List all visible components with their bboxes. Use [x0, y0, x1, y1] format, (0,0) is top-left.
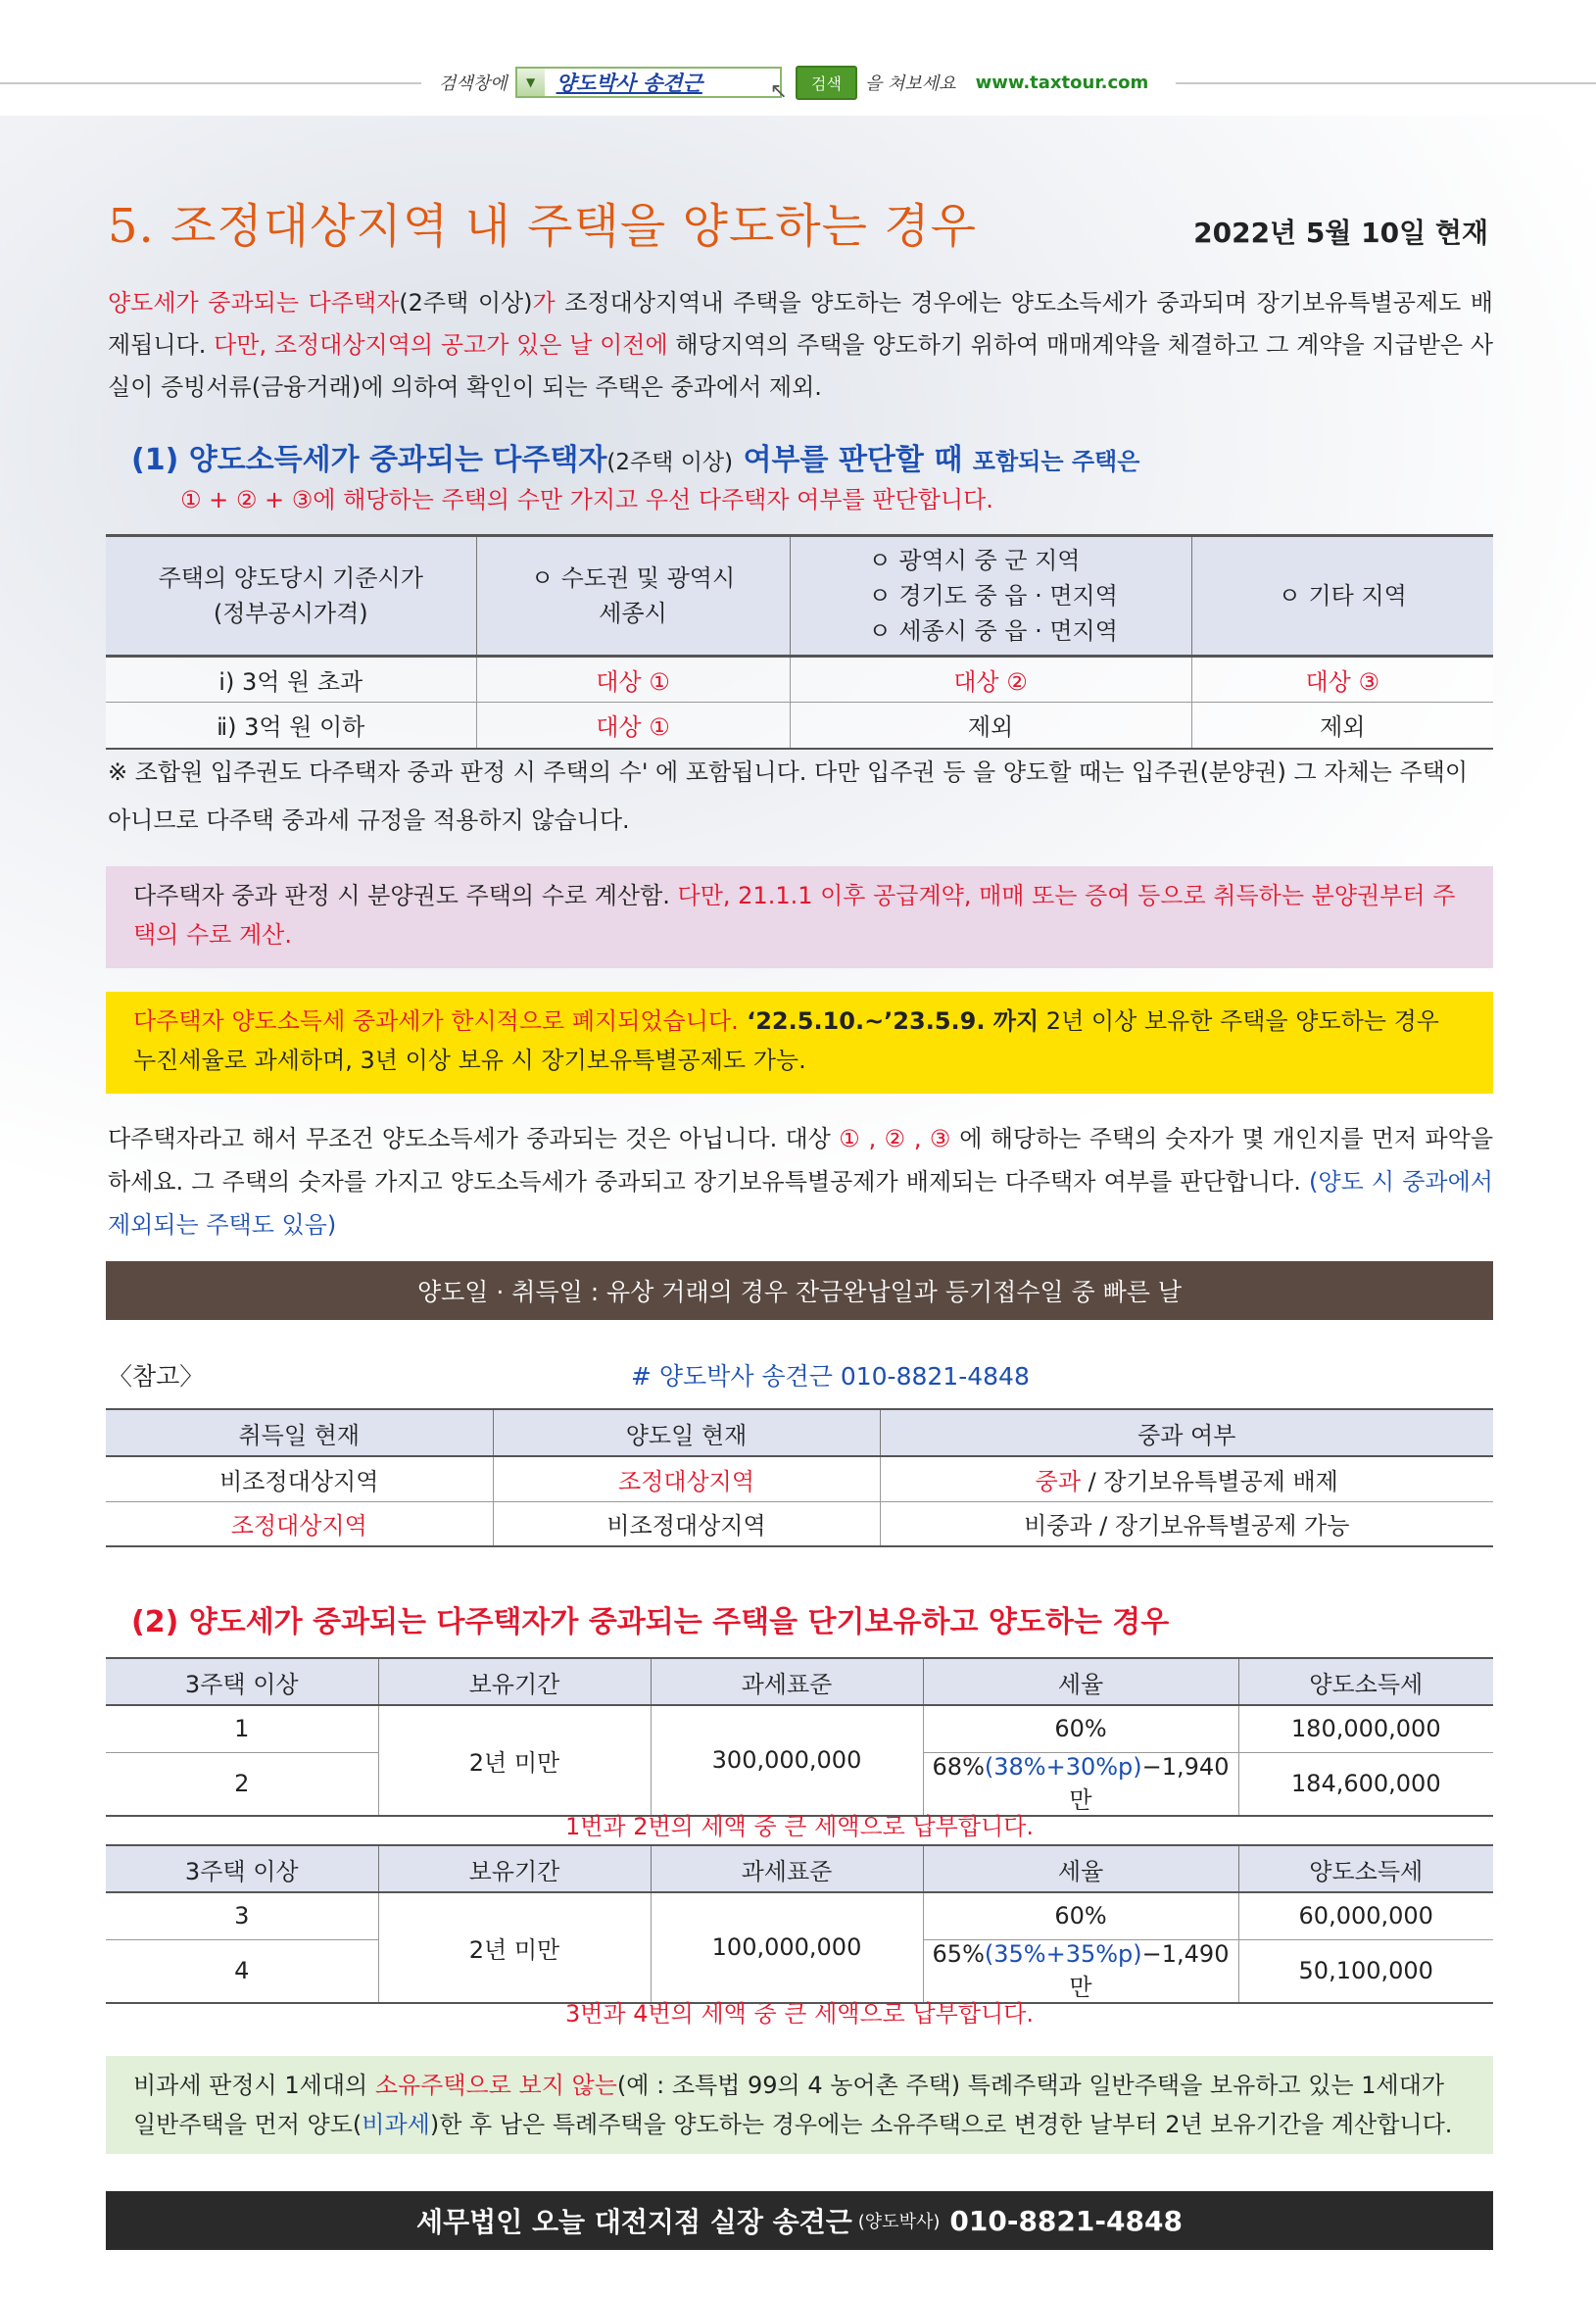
- section1-heading-b: (2주택 이상): [606, 450, 734, 475]
- section1-heading-a: (1) 양도소득세가 중과되는 다주택자: [131, 443, 607, 477]
- reference-contact: # 양도박사 송견근 010-8821-4848: [631, 1362, 1030, 1391]
- rate-value: 65%: [932, 1939, 985, 1968]
- col-header-houses: 3주택 이상: [106, 1845, 378, 1892]
- table-cell: 대상 ①: [476, 657, 790, 703]
- table-cell: 3: [106, 1892, 378, 1939]
- section2-heading: (2) 양도세가 중과되는 다주택자가 중과되는 주택을 단기보유하고 양도하는 경우: [131, 1605, 1170, 1639]
- footer-nickname: (양도박사): [857, 2212, 941, 2232]
- header-search-bar: [0, 61, 1596, 104]
- rate-deduction: −1,940만: [1069, 1752, 1230, 1814]
- table-header-row: [106, 536, 1493, 657]
- green-notice-a: 비과세 판정시 1세대의: [133, 2072, 375, 2099]
- col-header-tax: 양도소득세: [1238, 1658, 1493, 1705]
- table-cell: 2년 미만: [378, 1892, 651, 2003]
- table-cell: 대상 ①: [476, 703, 790, 749]
- table-cell: [923, 1939, 1238, 2003]
- col-header-tax: 양도소득세: [1238, 1845, 1493, 1892]
- surcharge-rest: / 장기보유특별공제 배제: [1081, 1467, 1338, 1495]
- section1-subnote: ① + ② + ③에 해당하는 주택의 수만 가지고 우선 다주택자 여부를 판단합니다.: [180, 486, 993, 513]
- site-link[interactable]: www.taxtour.com: [975, 72, 1149, 93]
- pink-notice-red: 다만, 21.1.1 이후 공급계약, 매매 또는 증여 등으로 취득하는 분양권부터 주택의 수로 계산.: [133, 882, 1456, 949]
- table-cell: 2년 미만: [378, 1705, 651, 1816]
- table-row: [106, 1501, 1493, 1546]
- table-cell: 300,000,000: [651, 1705, 923, 1816]
- table-cell: 184,600,000: [1238, 1752, 1493, 1816]
- rate-value: 68%: [932, 1752, 985, 1781]
- explanation-marks: ① , ② , ③: [839, 1125, 951, 1152]
- footer-office: 세무법인 오늘 대전지점 실장 송견근: [416, 2206, 852, 2238]
- green-notice-red: 소유주택으로 보지 않는: [374, 2072, 617, 2099]
- transfer-date-banner: 양도일 · 취득일 : 유상 거래의 경우 잔금완납일과 등기접수일 중 빠른 날: [106, 1261, 1493, 1320]
- col-header-houses: 3주택 이상: [106, 1658, 378, 1705]
- intro-rest: 조정대상지역내 주택을 양도하는 경우에는 양도소득세가 중과되며 장기보유특별공제도 배제됩니다.: [108, 289, 1493, 359]
- search-button[interactable]: 검색: [796, 66, 857, 100]
- table-row: [106, 657, 1493, 703]
- search-suffix: 을 쳐보세요: [864, 73, 956, 94]
- col-header-other: ㅇ 기타 지역: [1191, 536, 1493, 657]
- section1-heading-d: 포함되는 주택은: [972, 448, 1140, 475]
- table-cell: 1: [106, 1705, 378, 1752]
- table-row: [106, 703, 1493, 749]
- table-a-note: 1번과 2번의 세액 중 큰 세액으로 납부합니다.: [564, 1813, 1035, 1840]
- header-line-left: [0, 82, 421, 84]
- table-cell: 비조정대상지역: [106, 1456, 493, 1501]
- col-header-acquisition: 취득일 현재: [106, 1409, 493, 1456]
- surcharge-word: 중과: [1035, 1467, 1082, 1495]
- explanation-b: 에 해당하는 주택의 숫자가 몇 개인지를 먼저 파악을 하세요. 그 주택의 숫자를 가지고 양도소득세가 중과되고 장기보유특별공제가 배제되는 다주택자 여부를 판단합니다.: [108, 1125, 1493, 1196]
- green-notice-blue: 비과세: [362, 2111, 430, 2138]
- table-header-row: [106, 1845, 1493, 1892]
- col-header-base: 과세표준: [651, 1658, 923, 1705]
- table-row: [106, 1892, 1493, 1939]
- rate-breakdown: (35%+35%p): [984, 1939, 1142, 1968]
- table-cell: 조정대상지역: [106, 1501, 493, 1546]
- intro-red-3: 다만, 조정대상지역의 공고가 있은 날 이전에: [214, 331, 668, 359]
- reference-label: 〈참고〉: [108, 1362, 205, 1391]
- table-cell: [880, 1456, 1493, 1501]
- table-cell: 60,000,000: [1238, 1892, 1493, 1939]
- cursor-icon: ↖: [769, 78, 788, 104]
- intro-red-2: 가: [532, 289, 556, 317]
- table-cell: 60%: [923, 1892, 1238, 1939]
- rate-deduction: −1,490만: [1069, 1939, 1230, 2001]
- green-notice-box: [106, 2056, 1493, 2154]
- intro-end: 해당지역의 주택을 양도하기 위하여 매매계약을 체결하고 그 계약을 지급받은 사실이 증빙서류(금융거래)에 의하여 확인이 되는 주택은 중과에서 제외.: [108, 331, 1493, 401]
- table-cell: 4: [106, 1939, 378, 2003]
- col-header-period: 보유기간: [378, 1845, 651, 1892]
- table-cell: ⅰ) 3억 원 초과: [106, 657, 476, 703]
- table-b-note: 3번과 4번의 세액 중 큰 세액으로 납부합니다.: [564, 2000, 1035, 2028]
- search-promo: [439, 65, 1149, 104]
- intro-red-1: 양도세가 중과되는 다주택자: [108, 289, 400, 317]
- col-header-surcharge: 중과 여부: [880, 1409, 1493, 1456]
- table-row: [106, 1705, 1493, 1752]
- short-term-table-a: [106, 1657, 1493, 1817]
- table-cell: 100,000,000: [651, 1892, 923, 2003]
- intro-paragraph: [108, 282, 1493, 409]
- yellow-notice-red: 다주택자 양도소득세 중과세가 한시적으로 폐지되었습니다.: [133, 1007, 739, 1035]
- col-header-rate: 세율: [923, 1658, 1238, 1705]
- col-header-price: 주택의 양도당시 기준시가 (정부공시가격): [106, 536, 476, 657]
- housing-count-table: [106, 534, 1493, 750]
- table-header-row: [106, 1409, 1493, 1456]
- yellow-notice-box: [106, 992, 1493, 1094]
- pink-notice-text: 다주택자 중과 판정 시 분양권도 주택의 수로 계산함.: [133, 882, 678, 909]
- as-of-date: 2022년 5월 10일 현재: [1193, 217, 1488, 249]
- page-title: 5. 조정대상지역 내 주택을 양도하는 경우: [108, 199, 977, 254]
- table-cell: 비조정대상지역: [493, 1501, 880, 1546]
- explanation-blue: (양도 시 중과에서 제외되는 주택도 있음): [108, 1168, 1493, 1239]
- table-cell: 2: [106, 1752, 378, 1816]
- table-cell: 180,000,000: [1238, 1705, 1493, 1752]
- col-header-transfer: 양도일 현재: [493, 1409, 880, 1456]
- chevron-down-icon[interactable]: ▼: [517, 69, 545, 96]
- table-cell: 대상 ②: [790, 657, 1191, 703]
- section1-heading: [131, 435, 1139, 478]
- footer-banner: [106, 2191, 1493, 2250]
- table-cell: 비중과 / 장기보유특별공제 가능: [880, 1501, 1493, 1546]
- col-header-period: 보유기간: [378, 1658, 651, 1705]
- col-header-base: 과세표준: [651, 1845, 923, 1892]
- short-term-table-b: [106, 1844, 1493, 2004]
- pink-notice-box: [106, 866, 1493, 968]
- search-prefix: 검색창에: [439, 73, 508, 94]
- col-header-county: ㅇ 광역시 중 군 지역 ㅇ 경기도 중 읍 · 면지역 ㅇ 세종시 중 읍 · 면지역: [790, 536, 1191, 657]
- table-header-row: [106, 1658, 1493, 1705]
- header-line-right: [1176, 82, 1596, 84]
- table-cell: ⅱ) 3억 원 이하: [106, 703, 476, 749]
- table-cell: 제외: [1191, 703, 1493, 749]
- search-query: 양도박사 송견근: [556, 72, 702, 95]
- table-cell: 대상 ③: [1191, 657, 1493, 703]
- explanation-paragraph: [108, 1117, 1493, 1246]
- intro-mid: (2주택 이상): [399, 289, 533, 317]
- search-input[interactable]: [515, 67, 782, 98]
- table-cell: 제외: [790, 703, 1191, 749]
- rate-breakdown: (38%+30%p): [984, 1752, 1142, 1781]
- section1-heading-c: 여부를 판단할 때: [733, 443, 973, 477]
- table-row: [106, 1456, 1493, 1501]
- green-notice-c: )한 후 남은 특례주택을 양도하는 경우에는 소유주택으로 변경한 날부터 2년 보유기간을 계산합니다.: [429, 2111, 1453, 2138]
- col-header-rate: 세율: [923, 1845, 1238, 1892]
- table-cell: [923, 1752, 1238, 1816]
- explanation-a: 다주택자라고 해서 무조건 양도소득세가 중과되는 것은 아닙니다. 대상: [108, 1125, 840, 1152]
- table-cell: 조정대상지역: [493, 1456, 880, 1501]
- table-cell: 60%: [923, 1705, 1238, 1752]
- table-cell: 50,100,000: [1238, 1939, 1493, 2003]
- entitlement-note: ※ 조합원 입주권도 다주택자 중과 판정 시 주택의 수' 에 포함됩니다. 다만 입주권 등 을 양도할 때는 입주권(분양권) 그 자체는 주택이 아니므로 다주택 중과세 규정을 적용하지 않습니다.: [108, 758, 1469, 834]
- reference-table: [106, 1408, 1493, 1547]
- green-notice-b: (예 : 조특법 99의 4 농어촌 주택) 특례주택과 일반주택을 보유하고 있는 1세대가 일반주택을 먼저 양도(: [133, 2072, 1445, 2138]
- footer-phone: 010-8821-4848: [949, 2204, 1183, 2237]
- col-header-metro: ㅇ 수도권 및 광역시 세종시: [476, 536, 790, 657]
- yellow-notice-rest: 2년 이상 보유한 주택을 양도하는 경우 누진세율로 과세하며, 3년 이상 보유 시 장기보유특별공제도 가능.: [133, 1007, 1439, 1074]
- yellow-notice-period: ‘22.5.10.~’23.5.9. 까지: [738, 1007, 1040, 1035]
